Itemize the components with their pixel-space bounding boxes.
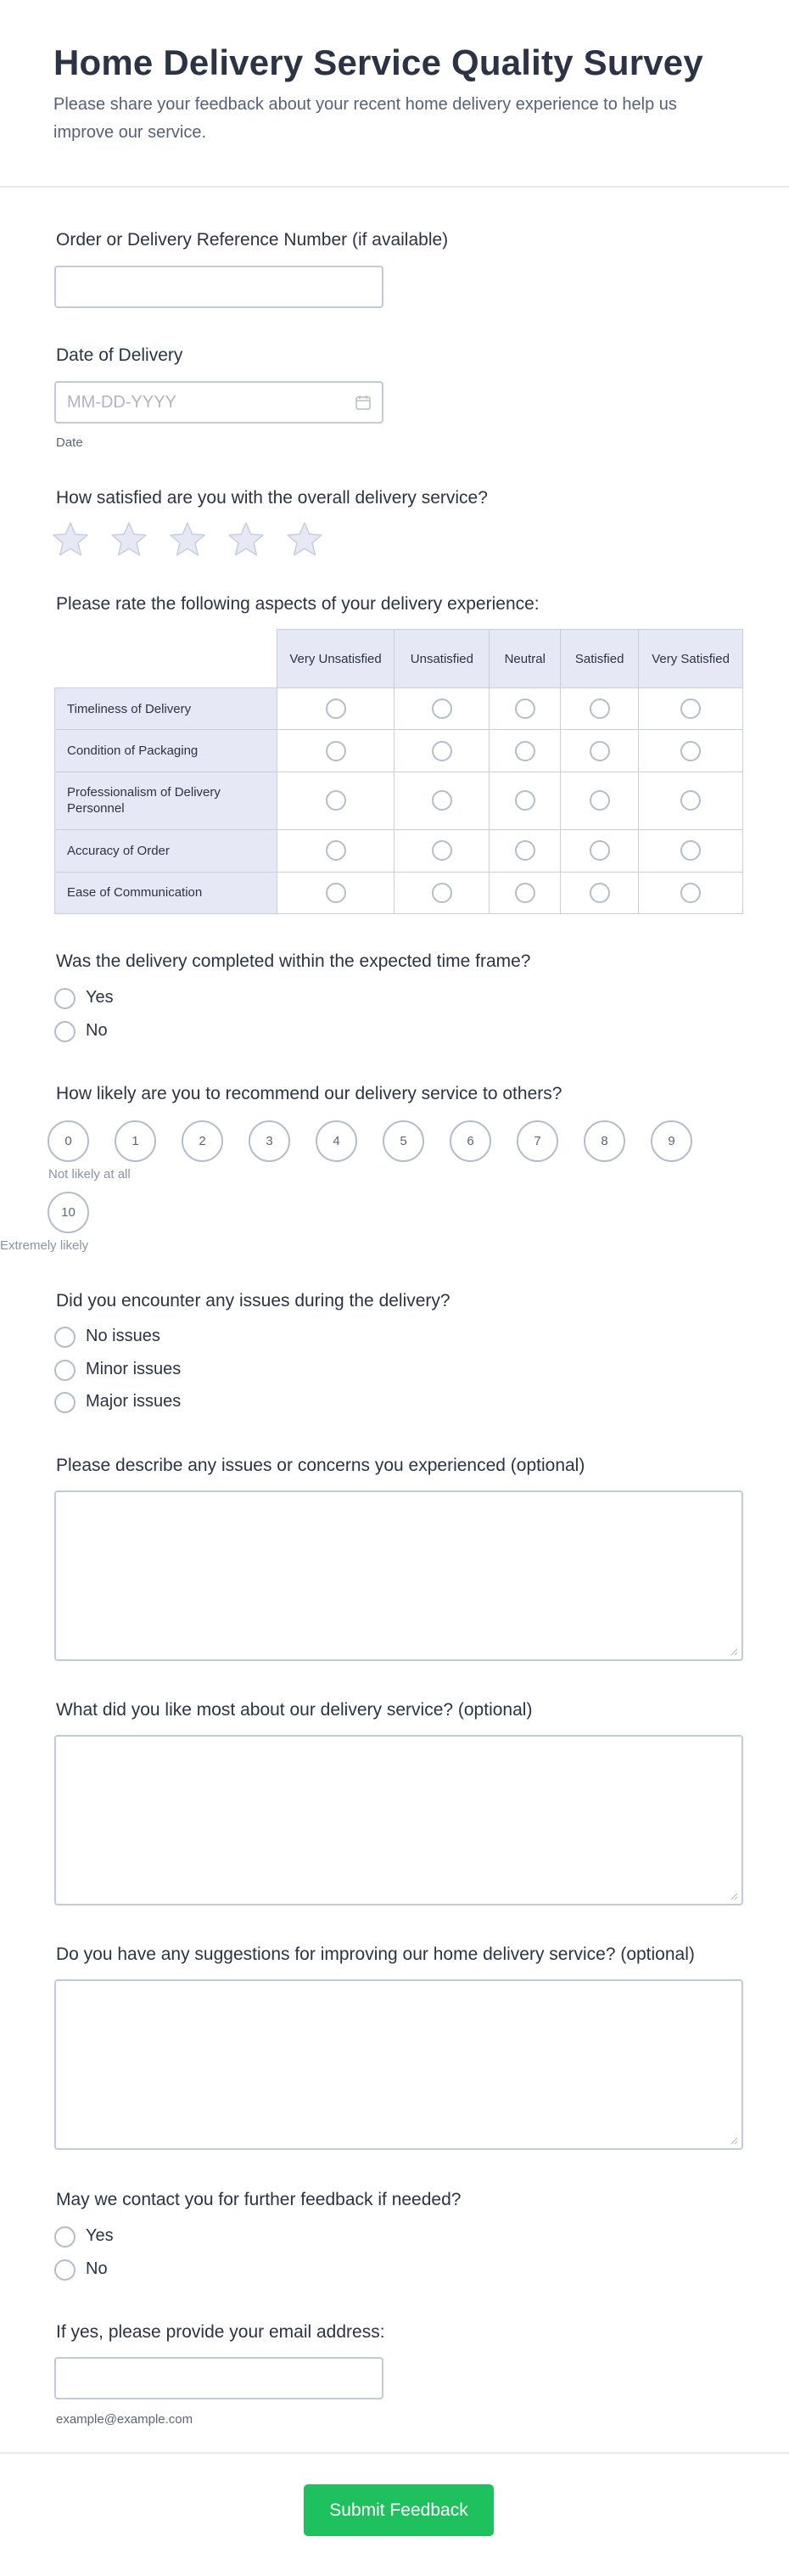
matrix-cell bbox=[561, 688, 639, 730]
option-label: Major issues bbox=[86, 1392, 182, 1411]
option-label: Yes bbox=[86, 2226, 114, 2245]
footer-divider bbox=[0, 2452, 789, 2454]
option-label: No bbox=[86, 1021, 108, 1040]
matrix-cell bbox=[490, 730, 561, 772]
matrix-radio-button[interactable] bbox=[680, 790, 701, 811]
matrix-col-very-unsatisfied: Very Unsatisfied bbox=[277, 630, 394, 688]
matrix-cell bbox=[394, 730, 490, 772]
matrix-cell bbox=[277, 872, 394, 913]
matrix-radio-button[interactable] bbox=[590, 741, 610, 761]
matrix-cell bbox=[394, 688, 490, 730]
matrix-radio-button[interactable] bbox=[432, 741, 452, 761]
matrix-cell bbox=[490, 830, 561, 872]
matrix-row bbox=[55, 688, 743, 730]
matrix-radio-button[interactable] bbox=[590, 840, 610, 861]
scale-option-9[interactable]: 9 bbox=[651, 1120, 692, 1162]
matrix-cell bbox=[277, 830, 394, 872]
on-time-label: Was the delivery completed within the expected time frame? bbox=[56, 951, 531, 971]
delivery-date-sublabel: Date bbox=[56, 435, 83, 450]
matrix-row bbox=[55, 872, 743, 913]
matrix-col-very-satisfied: Very Satisfied bbox=[639, 630, 743, 688]
scale-option-1[interactable]: 1 bbox=[115, 1120, 156, 1162]
matrix-cell bbox=[639, 688, 743, 730]
matrix-col-neutral: Neutral bbox=[490, 630, 561, 688]
email-label: If yes, please provide your email address: bbox=[56, 2322, 385, 2342]
order-ref-label: Order or Delivery Reference Number (if available) bbox=[56, 230, 449, 250]
option-label: Minor issues bbox=[86, 1360, 182, 1378]
matrix-cell bbox=[561, 830, 639, 872]
matrix-cell bbox=[639, 830, 743, 872]
suggestions-textarea[interactable] bbox=[54, 1979, 743, 2150]
matrix-row-label: Accuracy of Order bbox=[55, 830, 277, 872]
liked-most-textarea[interactable] bbox=[54, 1735, 743, 1905]
matrix-radio-button[interactable] bbox=[326, 790, 346, 811]
resize-handle-icon[interactable] bbox=[730, 2136, 738, 2145]
matrix-row bbox=[55, 730, 743, 772]
matrix-radio-button[interactable] bbox=[515, 699, 535, 719]
overall-rating-label: How satisfied are you with the overall delivery service? bbox=[56, 488, 488, 508]
star-icon[interactable] bbox=[169, 521, 206, 557]
submit-button[interactable]: Submit Feedback bbox=[304, 2484, 494, 2536]
matrix-radio-button[interactable] bbox=[326, 883, 346, 903]
star-icon[interactable] bbox=[286, 521, 323, 557]
calendar-icon[interactable] bbox=[355, 394, 372, 411]
matrix-radio-button[interactable] bbox=[432, 699, 452, 719]
matrix-cell bbox=[490, 872, 561, 913]
matrix-radio-button[interactable] bbox=[326, 741, 346, 761]
matrix-cell bbox=[277, 772, 394, 830]
matrix-corner bbox=[55, 630, 277, 688]
option-label: No bbox=[86, 2259, 108, 2278]
radio-button[interactable] bbox=[54, 2259, 76, 2281]
matrix-cell bbox=[490, 772, 561, 830]
matrix-radio-button[interactable] bbox=[432, 790, 452, 811]
email-input[interactable] bbox=[54, 2357, 383, 2399]
issue-details-textarea[interactable] bbox=[54, 1490, 743, 1661]
scale-option-5[interactable]: 5 bbox=[383, 1120, 424, 1162]
matrix-row-label: Professionalism of Delivery Personnel bbox=[55, 772, 277, 830]
suggestions-label: Do you have any suggestions for improving our home delivery service? (optional) bbox=[56, 1945, 695, 1964]
resize-handle-icon[interactable] bbox=[730, 1892, 738, 1900]
email-sublabel: example@example.com bbox=[56, 2412, 193, 2427]
delivery-date-label: Date of Delivery bbox=[56, 345, 183, 365]
matrix-col-satisfied: Satisfied bbox=[561, 630, 639, 688]
radio-button[interactable] bbox=[54, 1327, 76, 1348]
scale-option-10[interactable]: 10 bbox=[48, 1192, 89, 1233]
matrix-radio-button[interactable] bbox=[590, 790, 610, 811]
aspects-matrix bbox=[54, 629, 743, 914]
matrix-radio-button[interactable] bbox=[515, 883, 535, 903]
matrix-radio-button[interactable] bbox=[432, 840, 452, 861]
matrix-cell bbox=[561, 772, 639, 830]
scale-high-label: Extremely likely bbox=[0, 1238, 89, 1253]
matrix-radio-button[interactable] bbox=[680, 840, 701, 861]
radio-button[interactable] bbox=[54, 988, 76, 1009]
matrix-radio-button[interactable] bbox=[590, 699, 610, 719]
recommend-label: How likely are you to recommend our delivery service to others? bbox=[56, 1084, 562, 1103]
page-subtitle: Please share your feedback about your recent home delivery experience to help us improve our service. bbox=[53, 95, 677, 142]
scale-low-label: Not likely at all bbox=[48, 1167, 131, 1181]
star-icon[interactable] bbox=[227, 521, 265, 557]
aspects-label: Please rate the following aspects of your delivery experience: bbox=[56, 594, 540, 614]
scale-option-2[interactable]: 2 bbox=[182, 1120, 223, 1162]
matrix-cell bbox=[277, 688, 394, 730]
delivery-date-input[interactable] bbox=[54, 381, 383, 424]
issue-details-label: Please describe any issues or concerns you experienced (optional) bbox=[56, 1456, 585, 1475]
matrix-cell bbox=[639, 730, 743, 772]
matrix-cell bbox=[561, 872, 639, 913]
radio-button[interactable] bbox=[54, 1392, 76, 1413]
matrix-row bbox=[55, 830, 743, 872]
matrix-radio-button[interactable] bbox=[680, 741, 701, 761]
contact-consent-label: May we contact you for further feedback if needed? bbox=[56, 2190, 462, 2209]
radio-button[interactable] bbox=[54, 2226, 76, 2248]
option-label: Yes bbox=[86, 988, 114, 1007]
scale-option-3[interactable]: 3 bbox=[249, 1120, 290, 1162]
matrix-row-label: Condition of Packaging bbox=[55, 730, 277, 772]
matrix-cell bbox=[561, 730, 639, 772]
scale-option-6[interactable]: 6 bbox=[450, 1120, 491, 1162]
issues-label: Did you encounter any issues during the delivery? bbox=[56, 1291, 450, 1310]
matrix-cell bbox=[394, 872, 490, 913]
matrix-col-unsatisfied: Unsatisfied bbox=[394, 630, 490, 688]
matrix-row-label: Ease of Communication bbox=[55, 872, 277, 913]
matrix-row bbox=[55, 772, 743, 830]
radio-button[interactable] bbox=[54, 1360, 76, 1381]
star-icon[interactable] bbox=[52, 521, 89, 557]
radio-button[interactable] bbox=[54, 1021, 76, 1042]
matrix-radio-button[interactable] bbox=[515, 741, 535, 761]
matrix-radio-button[interactable] bbox=[515, 840, 535, 861]
matrix-header-row bbox=[55, 630, 743, 688]
delivery-date-placeholder: MM-DD-YYYY bbox=[67, 393, 176, 412]
matrix-radio-button[interactable] bbox=[515, 790, 535, 811]
order-ref-input[interactable] bbox=[54, 266, 383, 308]
matrix-radio-button[interactable] bbox=[680, 883, 701, 903]
liked-most-label: What did you like most about our delivery service? (optional) bbox=[56, 1700, 533, 1720]
matrix-cell bbox=[277, 730, 394, 772]
matrix-radio-button[interactable] bbox=[432, 883, 452, 903]
scale-option-7[interactable]: 7 bbox=[517, 1120, 558, 1162]
form-header bbox=[0, 0, 789, 188]
matrix-cell bbox=[394, 772, 490, 830]
matrix-radio-button[interactable] bbox=[326, 840, 346, 861]
matrix-cell bbox=[394, 830, 490, 872]
option-label: No issues bbox=[86, 1327, 160, 1345]
resize-handle-icon[interactable] bbox=[730, 1647, 738, 1656]
matrix-row-label: Timeliness of Delivery bbox=[55, 688, 277, 730]
star-icon[interactable] bbox=[110, 521, 148, 557]
scale-option-0[interactable]: 0 bbox=[48, 1120, 89, 1162]
scale-option-4[interactable]: 4 bbox=[316, 1120, 357, 1162]
matrix-radio-button[interactable] bbox=[326, 699, 346, 719]
page-title: Home Delivery Service Quality Survey bbox=[53, 42, 703, 82]
matrix-radio-button[interactable] bbox=[590, 883, 610, 903]
matrix-cell bbox=[639, 772, 743, 830]
matrix-cell bbox=[490, 688, 561, 730]
matrix-cell bbox=[639, 872, 743, 913]
scale-option-8[interactable]: 8 bbox=[584, 1120, 625, 1162]
matrix-radio-button[interactable] bbox=[680, 699, 701, 719]
